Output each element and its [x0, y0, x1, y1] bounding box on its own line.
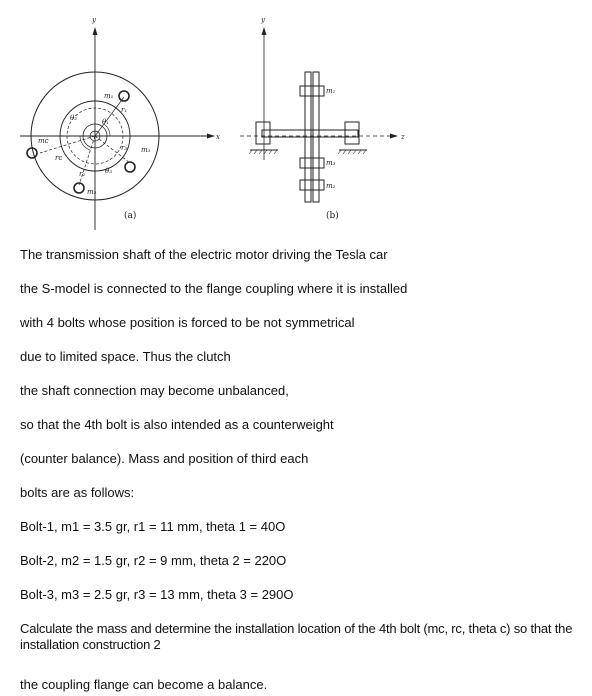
svg-text:x: x [216, 133, 220, 141]
svg-text:r₁: r₁ [121, 106, 128, 114]
text-line-5: the shaft connection may become unbalanced, [20, 383, 289, 398]
svg-text:m₁: m₁ [326, 87, 336, 95]
diagram-b [240, 27, 398, 202]
svg-text:y: y [261, 16, 265, 24]
svg-text:m₃: m₃ [326, 159, 336, 167]
svg-text:m₃: m₃ [141, 146, 151, 154]
svg-text:m₂: m₂ [87, 188, 97, 196]
svg-text:mᴄ: mᴄ [38, 137, 49, 145]
svg-text:θ₂: θ₂ [70, 114, 78, 122]
bolt-1-spec: Bolt-1, m1 = 3.5 gr, r1 = 11 mm, theta 1 = 40O [20, 519, 286, 534]
svg-text:y: y [92, 16, 96, 24]
text-line-7: (counter balance). Mass and position of third each [20, 451, 309, 466]
diagram-a [20, 27, 215, 230]
text-line-6: so that the 4th bolt is also intended as a counterweight [20, 417, 334, 432]
bolt-m3 [125, 162, 135, 172]
diagram-b-labels [260, 16, 405, 221]
bolt-3-spec: Bolt-3, m3 = 2.5 gr, r3 = 13 mm, theta 3 = 290O [20, 587, 294, 602]
bolt-m1 [119, 91, 129, 101]
bolt-2-spec: Bolt-2, m2 = 1.5 gr, r2 = 9 mm, theta 2 = 220O [20, 553, 287, 568]
svg-text:θ₁: θ₁ [102, 118, 110, 126]
svg-text:z: z [401, 133, 405, 141]
svg-text:m₁: m₁ [104, 92, 114, 100]
svg-text:θ₃: θ₃ [105, 167, 113, 175]
svg-text:r₂: r₂ [79, 170, 86, 178]
flange-coupling-figure [0, 0, 592, 230]
text-line-1: The transmission shaft of the electric motor driving the Tesla car [20, 247, 388, 262]
svg-text:r₃: r₃ [121, 144, 128, 152]
text-line-4: due to limited space. Thus the clutch [20, 349, 231, 364]
svg-text:(b): (b) [326, 211, 339, 221]
svg-text:m₂: m₂ [326, 182, 336, 190]
text-line-2: the S-model is connected to the flange coupling where it is installed [20, 281, 408, 296]
text-line-3: with 4 bolts whose position is forced to be not symmetrical [20, 315, 355, 330]
svg-text:(a): (a) [124, 211, 137, 221]
text-line-8: bolts are as follows: [20, 485, 135, 500]
text-line-last: the coupling flange can become a balance. [20, 677, 268, 692]
question-text: Calculate the mass and determine the installation location of the 4th bolt (mc, rc, theta c) so that the installation construction 2 [20, 621, 573, 652]
svg-text:rᴄ: rᴄ [55, 154, 63, 162]
